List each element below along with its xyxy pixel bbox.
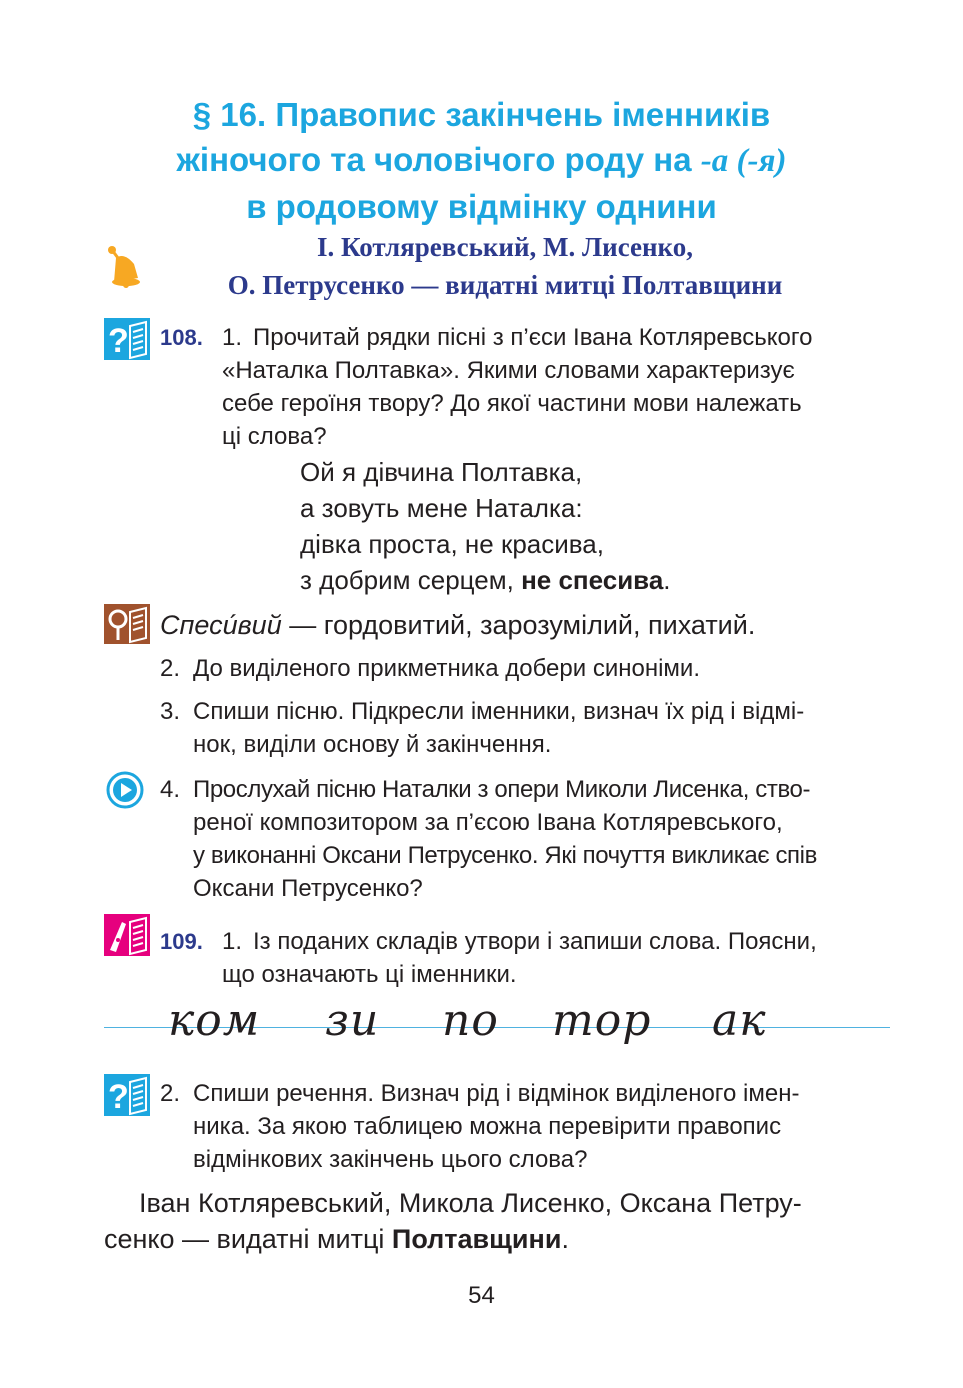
exercise-108-number: 108. <box>160 325 203 350</box>
ex108-task3-line-1: Спиши пісню. Підкресли іменники, визнач їх рід і відмі- <box>193 698 805 725</box>
ex108-task3-num: 3. <box>160 698 181 725</box>
syllable-1: ком <box>168 995 261 1046</box>
ex108-task1-line-1: Прочитай рядки пісні з п’єси Івана Котляревського <box>253 324 813 351</box>
ex109-task2-line-2: ника. За якою таблицею можна перевірити правопис <box>193 1113 782 1140</box>
ex109-task1-line-1: Із поданих складів утвори і запиши слова. Поясни, <box>253 928 817 955</box>
verse-line-4-end: . <box>663 565 671 595</box>
ex109-task2-num: 2. <box>160 1080 181 1107</box>
page-number: 54 <box>468 1282 495 1309</box>
dictionary-definition: — гордовитий, зарозумілий, пихатий. <box>281 610 756 640</box>
verse-line-3: дівка проста, не красива, <box>300 529 604 559</box>
syllable-4: тор <box>552 995 652 1046</box>
ex108-task1-line-4: ці слова? <box>222 423 327 450</box>
ex108-task2: До виділеного прикметника добери синоніми. <box>193 655 700 682</box>
title-line-1: § 16. Правопис закінчень іменників <box>192 96 771 133</box>
svg-text:?: ? <box>108 1078 129 1116</box>
ex109-task1-line-2: що означають ці іменники. <box>222 961 517 988</box>
ex108-task1-num: 1. <box>222 324 243 351</box>
sentence-line-2 <box>104 1221 569 1257</box>
exercise-109-number: 109. <box>160 929 203 954</box>
question-book-icon <box>104 318 150 360</box>
syllable-2: зи <box>325 995 380 1046</box>
ex108-task4-line-2: реної композитором за п’єсою Івана Котляревського, <box>193 809 783 836</box>
dictionary-entry <box>160 607 755 643</box>
ex108-task4-line-1: Прослухай пісню Наталки з опери Миколи Лисенка, ство- <box>193 776 811 803</box>
question-book-icon <box>104 1074 150 1116</box>
ex108-task4-num: 4. <box>160 776 181 803</box>
ex108-task1-line-3: себе героїня твору? До якої частини мови належать <box>222 390 802 417</box>
pen-book-icon <box>104 914 150 956</box>
svg-text:?: ? <box>108 322 129 360</box>
page-title <box>0 92 963 229</box>
ex108-task3-line-2: нок, виділи основу й закінчення. <box>193 731 552 758</box>
ex109-task1-num: 1. <box>222 928 243 955</box>
syllable-3: по <box>442 995 499 1046</box>
ex108-task2-num: 2. <box>160 655 181 682</box>
ex109-task2-line-3: відмінкових закінчень цього слова? <box>193 1146 588 1173</box>
dictionary-icon <box>104 604 150 644</box>
sentence-line-2-end: . <box>561 1224 569 1254</box>
play-icon[interactable] <box>106 771 144 809</box>
verse-line-1: Ой я дівчина Полтавка, <box>300 457 583 487</box>
title-line-2-text: жіночого та чоловічого роду на <box>176 141 701 178</box>
ex108-task4-line-4: Оксани Петрусенко? <box>193 875 423 902</box>
sentence-line-1: Іван Котляревський, Микола Лисенко, Оксана Петру- <box>139 1188 802 1218</box>
subtitle-line-1: І. Котляревський, М. Лисенко, <box>316 232 694 262</box>
section-subtitle <box>110 228 900 304</box>
title-line-2-ending: -а (-я) <box>700 143 787 179</box>
subtitle-line-2: О. Петрусенко — видатні митці Полтавщини <box>227 270 783 300</box>
title-line-3: в родовому відмінку однини <box>246 188 717 225</box>
ex109-task2-line-1: Спиши речення. Визнач рід і відмінок виділеного імен- <box>193 1080 800 1107</box>
syllable-5: ак <box>712 995 767 1046</box>
sentence-line-2-text: сенко — видатні митці <box>104 1224 392 1254</box>
highlighted-adjective: не спесива <box>521 565 664 595</box>
verse-line-4 <box>300 562 671 598</box>
highlighted-noun: Полтавщини <box>391 1224 562 1254</box>
ex108-task1-line-2: «Наталка Полтавка». Якими словами характеризує <box>222 357 795 384</box>
dictionary-word: Спеси́вий <box>160 610 282 640</box>
verse-line-2: а зовуть мене Наталка: <box>300 493 583 523</box>
verse-line-4-text: з добрим серцем, <box>300 565 522 595</box>
ex108-task4-line-3: у виконанні Оксани Петрусенко. Які почуття викликає спів <box>193 842 817 869</box>
title-line-2 <box>0 137 963 184</box>
